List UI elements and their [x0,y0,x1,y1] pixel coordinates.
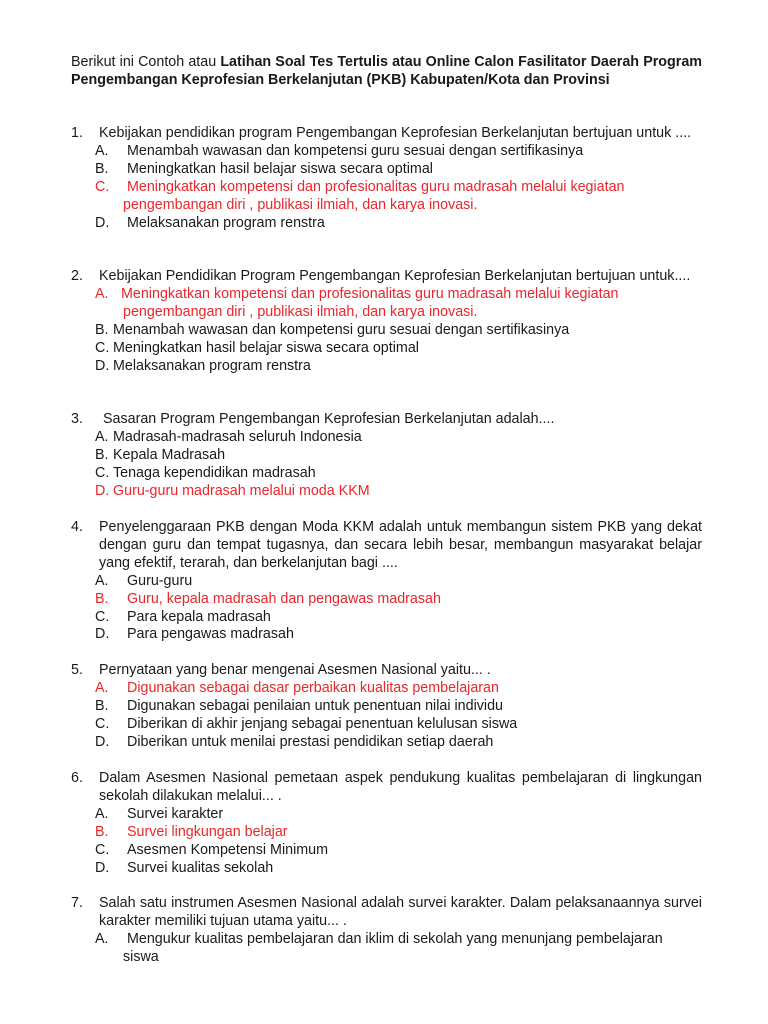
question-number: 3. [71,411,83,427]
option-a: A. Menambah wawasan dan kompetensi guru sesuai dengan sertifikasinya [95,142,584,159]
option-c: C. Tenaga kependidikan madrasah [95,464,316,481]
question-number: 7. [71,895,83,911]
question-2 [71,268,702,375]
option-a: A. Madrasah-madrasah seluruh Indonesia [95,428,362,445]
intro-paragraph [71,54,702,90]
option-c: C. Asesmen Kompetensi Minimum [95,841,329,858]
question-text: Salah satu instrumen Asesmen Nasional adalah survei karakter. Dalam pelaksanaannya survei karakter memiliki tujuan utama yaitu... . [99,895,702,929]
question-1 [71,125,702,232]
option-c: C. Para kepala madrasah [95,608,271,625]
option-a-correct: A. Meningkatkan kompetensi dan profesionalitas guru madrasah melalui kegiatan pengembangan diri , publikasi ilmiah, dan karya inovasi. [95,285,619,320]
option-d: D. Para pengawas madrasah [95,626,294,643]
question-text: Dalam Asesmen Nasional pemetaan aspek pendukung kualitas pembelajaran di lingkungan sekolah dilakukan melalui... . [99,770,702,804]
question-5 [71,662,702,752]
option-d: D. Melaksanakan program renstra [95,357,311,374]
question-text: Pernyataan yang benar mengenai Asesmen Nasional yaitu... . [99,662,491,678]
question-number: 6. [71,770,83,786]
option-a: A. Survei karakter [95,805,224,822]
question-number: 5. [71,662,83,678]
question-text: Penyelenggaraan PKB dengan Moda KKM adalah untuk membangun sistem PKB yang dekat dengan guru dan tempat tugasnya, dan secara lebih besar, membangun masyarakat belajar yang efektif, terarah, dan berkelanjutan bagi .... [99,519,702,571]
intro-prefix: Berikut ini Contoh atau [71,54,221,70]
question-text: Kebijakan pendidikan program Pengembangan Keprofesian Berkelanjutan bertujuan untuk .... [99,125,692,141]
question-number: 4. [71,519,83,535]
question-text: Sasaran Program Pengembangan Keprofesian Berkelanjutan adalah.... [103,411,555,427]
option-d-correct: D. Guru-guru madrasah melalui moda KKM [95,482,370,499]
option-b: B. Kepala Madrasah [95,446,226,463]
question-3 [71,411,702,501]
question-number: 2. [71,268,83,284]
option-d: D. Melaksanakan program renstra [95,214,325,231]
option-d: D. Survei kualitas sekolah [95,859,274,876]
option-b-correct: B. Guru, kepala madrasah dan pengawas madrasah [95,590,441,607]
option-a: A. Guru-guru [95,572,193,589]
option-b: B. Meningkatkan hasil belajar siswa secara optimal [95,160,433,177]
option-c: C. Diberikan di akhir jenjang sebagai penentuan kelulusan siswa [95,715,518,732]
question-7 [71,895,702,967]
option-c-correct: C. Meningkatkan kompetensi dan profesionalitas guru madrasah melalui kegiatan pengembangan diri , publikasi ilmiah, dan karya inovasi. [95,178,625,213]
question-text: Kebijakan Pendidikan Program Pengembangan Keprofesian Berkelanjutan bertujuan untuk.... [99,268,691,284]
option-b: B. Digunakan sebagai penilaian untuk penentuan nilai individu [95,697,503,714]
option-b-correct: B. Survei lingkungan belajar [95,823,288,840]
option-b: B. Menambah wawasan dan kompetensi guru sesuai dengan sertifikasinya [95,321,570,338]
intro-title: Latihan Soal Tes Tertulis atau Online Calon Fasilitator Daerah Program Pengembangan Keprofesian Berkelanjutan (PKB) Kabupaten/Kota dan Provinsi [71,54,702,88]
question-6 [71,770,702,877]
option-d: D. Diberikan untuk menilai prestasi pendidikan setiap daerah [95,733,494,750]
option-a-correct: A. Digunakan sebagai dasar perbaikan kualitas pembelajaran [95,679,499,696]
option-a: A. Mengukur kualitas pembelajaran dan iklim di sekolah yang menunjang pembelajaran siswa [95,930,663,965]
question-4 [71,519,702,644]
option-c: C. Meningkatkan hasil belajar siswa secara optimal [95,339,419,356]
question-number: 1. [71,125,83,141]
